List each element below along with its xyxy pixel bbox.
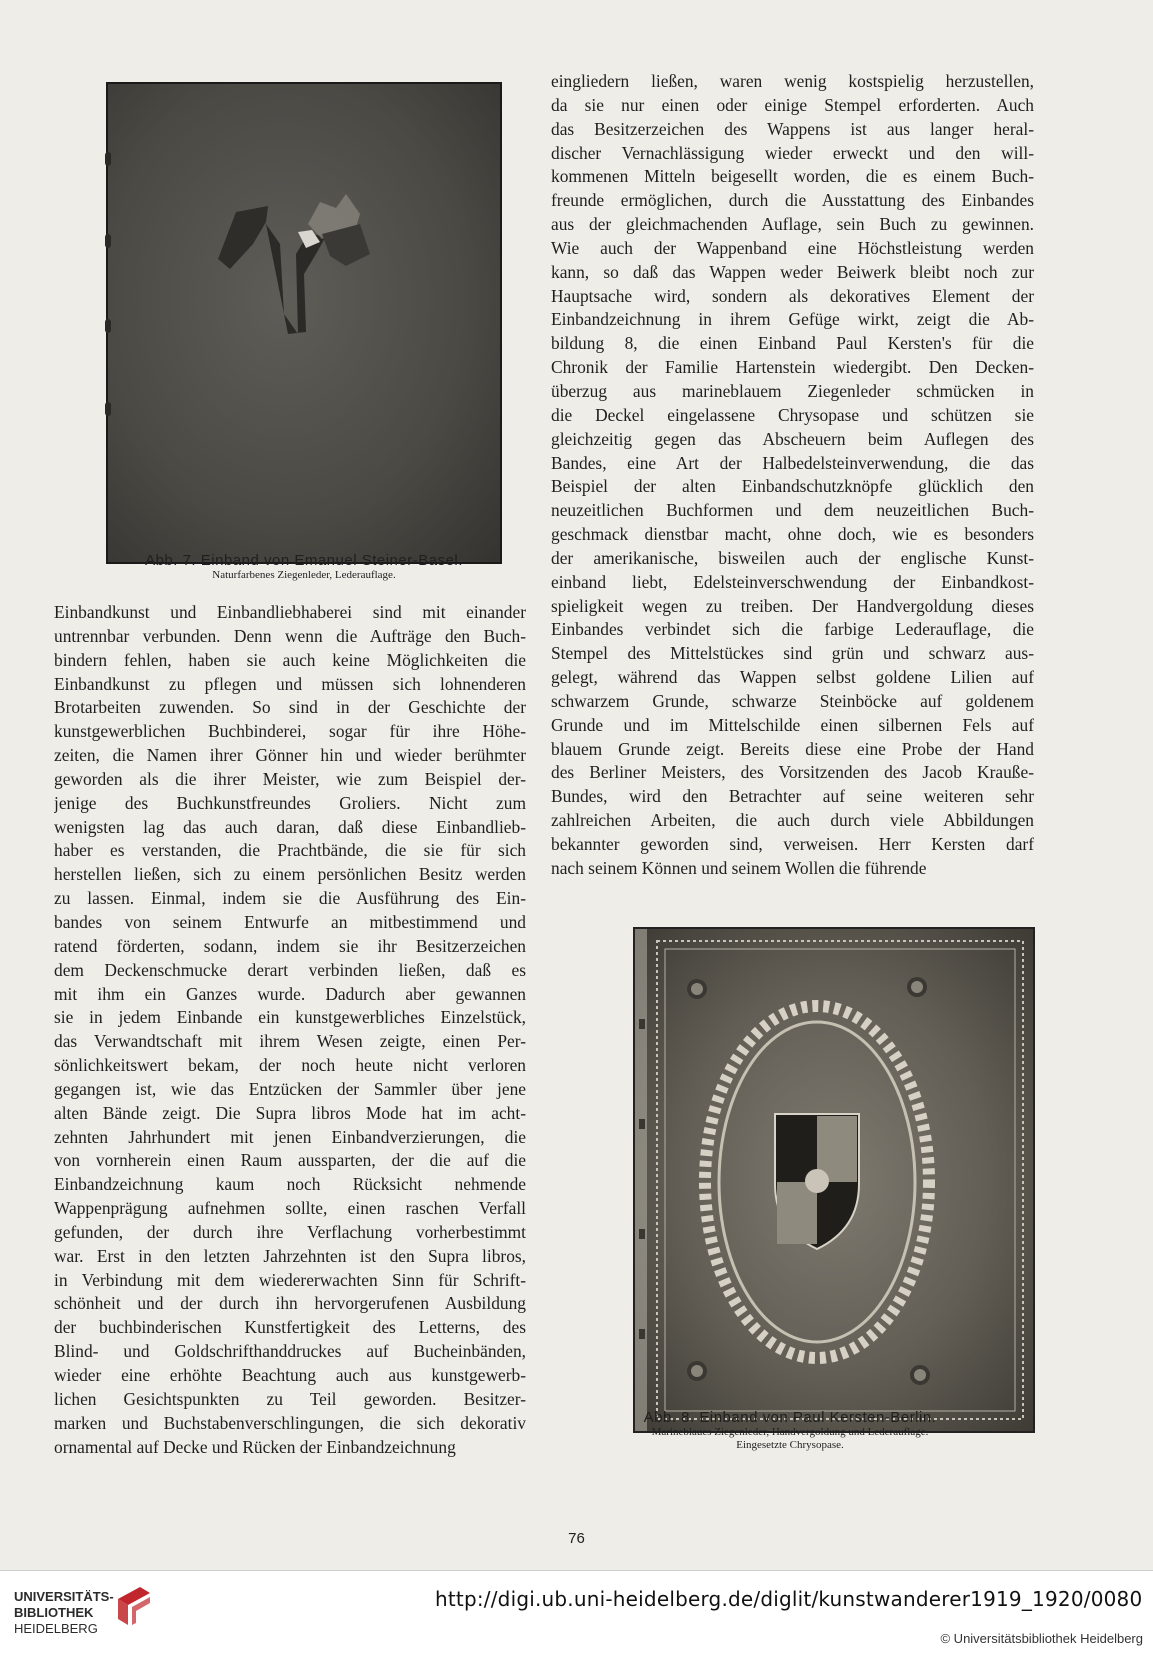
text-line: geschmack dienstbar macht, ohne doch, wie es besonders — [551, 524, 1034, 545]
document-url[interactable]: http://digi.ub.uni-heidelberg.de/diglit/kunstwanderer1919_1920/0080 — [435, 1587, 1143, 1611]
text-line: eingliedern ließen, waren wenig kostspielig herzustellen, — [551, 71, 1034, 91]
text-line: war. Erst in den letzten Jahrzehnten ist den Supra libros, — [54, 1245, 526, 1266]
text-line: Einbandzeichnung kaum noch Rücksicht nehmende — [54, 1174, 526, 1195]
text-line: gegangen ist, wie das Entzücken der Sammler über jene — [54, 1078, 526, 1099]
text-line: Einbandes verbindet sich die farbige Lederauflage, die — [551, 619, 1034, 640]
book-cover-steiner — [106, 82, 502, 564]
text-line: gleichzeitig gegen das Abscheuern beim Auflegen des — [551, 428, 1034, 449]
book-cover-kersten — [633, 927, 1035, 1433]
text-line: Einbandkunst und Einbandliebhaberei sind mit einander — [54, 602, 526, 622]
copyright-notice: © Universitätsbibliothek Heidelberg — [940, 1631, 1143, 1646]
text-line: Hauptsache wird, sondern als dekoratives Element der — [551, 285, 1034, 306]
text-line: Grunde und im Mittelschilde einen silbernen Fels auf — [551, 714, 1034, 735]
text-line: neuzeitlichen Buchformen und dem neuzeitlichen Buch- — [551, 500, 1034, 521]
text-line: Bundes, wird den Betrachter auf seine weiteren sehr — [551, 786, 1034, 807]
figure-8-caption: Abb. 8. Einband von Paul Kersten-Berlin. — [643, 1409, 937, 1426]
figure-8-subcaption-1: Marineblaues Ziegenleder, Handvergoldung und Lederauflage. — [651, 1426, 929, 1438]
text-line: bildung 8, die einen Einband Paul Kersten's für die — [551, 333, 1034, 354]
text-line: die Deckel eingelassene Chrysopase und schützen sie — [551, 404, 1034, 425]
text-line: freunde ermöglichen, durch die Ausstattung des Einbandes — [551, 190, 1034, 211]
text-line: einband liebt, Edelsteinverschwendung der Einbandkost- — [551, 571, 1034, 592]
text-line: das Besitzerzeichen des Wappens ist aus langer heral- — [551, 118, 1034, 139]
text-line: sie in jedem Einbande ein kunstgewerbliches Einzelstück, — [54, 1007, 526, 1028]
left-text-column — [54, 601, 526, 1459]
page-number: 76 — [568, 1530, 585, 1547]
text-line: ratend förderten, sodann, indem sie ihr Besitzerzeichen — [54, 935, 526, 956]
text-line: zeiten, die Namen ihrer Gönner hin und wieder berühmter — [54, 745, 526, 766]
text-line: zehnten Jahrhundert mit jenen Einbandverzierungen, die — [54, 1126, 526, 1147]
text-line: Einbandkunst zu pflegen und müssen sich lohnenderen — [54, 673, 526, 694]
text-line: marken und Buchstabenverschlingungen, die sich dekorativ — [54, 1412, 526, 1433]
right-text-column — [551, 70, 1034, 881]
text-line: Einbandzeichnung in ihrem Gefüge wirkt, zeigt die Ab- — [551, 309, 1034, 330]
text-line: mit ihm ein Ganzes wurde. Dadurch aber gewannen — [54, 983, 526, 1004]
text-line: wenigsten lag das auch daran, daß diese Einbandlieb- — [54, 816, 526, 837]
text-line: haber es verstanden, die Prachtbände, die sie für sich — [54, 840, 526, 861]
text-line: zu lassen. Einmal, indem sie die Ausführung des Ein- — [54, 888, 526, 909]
text-line: bindern fehlen, haben sie auch keine Möglichkeiten die — [54, 649, 526, 670]
leather-inlay-ornament — [108, 84, 500, 562]
text-line: bekannter geworden sind, verweisen. Herr Kersten darf — [551, 834, 1034, 854]
text-line: wieder eine erhöhte Beachtung auch aus kunstgewerb- — [54, 1365, 526, 1385]
text-line: herstellen ließen, sich zu einem persönlichen Besitz werden — [54, 864, 526, 885]
figure-8-subcaption-2: Eingesetzte Chrysopase. — [736, 1439, 844, 1451]
logo-line-2: BIBLIOTHEK — [14, 1605, 94, 1620]
text-line: Chronik der Familie Hartenstein wiedergibt. Den Decken- — [551, 357, 1034, 378]
text-line: überzug aus marineblauem Ziegenleder schmücken in — [551, 380, 1034, 401]
text-line: sönlichkeitswert bekam, der noch heute nicht verloren — [54, 1055, 526, 1076]
text-line: geworden als die ihrer Meister, wie zum Beispiel der- — [54, 768, 526, 789]
text-line: Beispiel der alten Einbandschutzknöpfe glücklich den — [551, 476, 1034, 497]
text-line: Stempel des Mittelstückes sind grün und schwarz aus- — [551, 643, 1034, 664]
text-line: nach seinem Können und seinem Wollen die führende — [551, 857, 927, 878]
text-line: der amerikanische, bisweilen auch der englische Kunst- — [551, 547, 1034, 568]
logo-line-3: HEIDELBERG — [14, 1621, 98, 1636]
text-line: lichen Gesichtspunkten zu Teil geworden. Besitzer- — [54, 1388, 526, 1409]
text-line: schwarzem Grunde, schwarze Steinböcke auf goldenem — [551, 690, 1034, 711]
gilt-ornament-cover — [635, 929, 1033, 1431]
text-line: Bandes, eine Art der Halbedelsteinverwendung, die das — [551, 452, 1034, 473]
text-line: Brotarbeiten zuwenden. So sind in der Geschichte der — [54, 697, 526, 718]
text-line: aus der gleichmachenden Auflage, sein Buch zu gewinnen. — [551, 214, 1034, 235]
text-line: Blind- und Goldschrifthanddruckes auf Bucheinbänden, — [54, 1341, 526, 1362]
text-line: gefunden, der durch ihre Verflachung vorherbestimmt — [54, 1221, 526, 1242]
library-logo-icon — [112, 1583, 156, 1627]
footer-bar — [0, 1570, 1153, 1658]
text-line: Wappenprägung aufnehmen sollte, einen raschen Verfall — [54, 1198, 526, 1219]
logo-line-1: UNIVERSITÄTS- — [14, 1589, 114, 1604]
text-line: zahlreichen Arbeiten, die auch durch viele Abbildungen — [551, 810, 1034, 831]
text-line: jenige des Buchkunstfreundes Groliers. Nicht zum — [54, 792, 526, 813]
text-line: des Berliner Meisters, des Vorsitzenden des Jacob Krauße- — [551, 762, 1034, 783]
text-line: kommenen Mitteln beigesellt worden, die es einem Buch- — [551, 166, 1034, 187]
library-logo[interactable] — [14, 1589, 114, 1637]
figure-7-caption: Abb. 7. Einband von Emanuel Steiner-Basel. — [145, 552, 463, 569]
text-line: Wie auch der Wappenband eine Höchstleistung werden — [551, 237, 1034, 258]
text-line: von vornherein einen Raum aussparten, der die auf die — [54, 1150, 526, 1171]
text-line: discher Vernachlässigung wieder erweckt und den will- — [551, 142, 1034, 163]
text-line: dem Deckenschmucke derart verbinden ließen, daß es — [54, 959, 526, 980]
text-line: kunstgewerblichen Buchbinderei, sogar für ihre Höhe- — [54, 721, 526, 742]
text-line: blauem Grunde zeigt. Bereits diese eine Probe der Hand — [551, 738, 1034, 759]
text-line: kann, so daß das Wappen weder Beiwerk bleibt noch zur — [551, 261, 1034, 282]
text-line: in Verbindung mit dem wiedererwachten Sinn für Schrift- — [54, 1269, 526, 1290]
text-line: der buchbinderischen Kunstfertigkeit des Letterns, des — [54, 1317, 526, 1338]
text-line: gelegt, während das Wappen selbst goldene Lilien auf — [551, 667, 1034, 688]
text-line: da sie nur einen oder einige Stempel erforderten. Auch — [551, 94, 1034, 115]
figure-7-subcaption: Naturfarbenes Ziegenleder, Lederauflage. — [212, 569, 396, 581]
text-line: das Verwandtschaft mit ihrem Wesen zeigte, einen Per- — [54, 1031, 526, 1052]
text-line: spieligkeit wegen zu treiben. Der Handvergoldung dieses — [551, 595, 1034, 616]
text-line: schönheit und der durch ihn hervorgerufenen Ausbildung — [54, 1293, 526, 1314]
text-line: ornamental auf Decke und Rücken der Einbandzeichnung — [54, 1436, 456, 1457]
text-line: alten Bände zeigt. Die Supra libros Mode hat im acht- — [54, 1102, 526, 1123]
text-line: untrennbar verbunden. Denn wenn die Aufträge den Buch- — [54, 625, 526, 646]
text-line: bandes von seinem Entwurfe an mitbestimmend und — [54, 911, 526, 932]
